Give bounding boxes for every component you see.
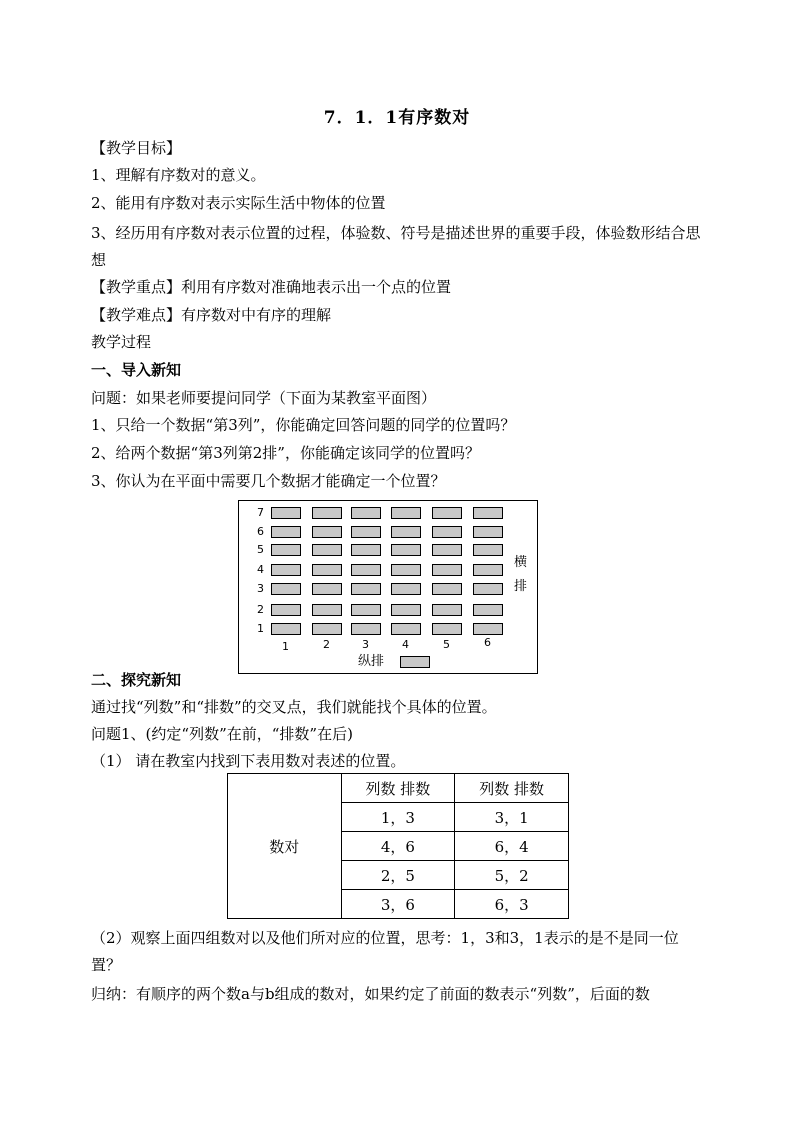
- column-label: 3: [362, 638, 369, 651]
- side-label-row: 排: [514, 579, 528, 594]
- desk: [271, 526, 301, 538]
- desk: [473, 526, 503, 538]
- desk: [271, 604, 301, 616]
- section1-item: 1、只给一个数据“第3列”，你能确定回答问题的同学的位置吗？: [91, 416, 516, 434]
- desk: [432, 544, 462, 556]
- section1-heading: 一、导入新知: [91, 361, 182, 379]
- section1-item: 2、给两个数据“第3列第2排”，你能确定该同学的位置吗？: [91, 444, 480, 462]
- table-row-header: 数对: [228, 774, 342, 919]
- column-label: 6: [484, 636, 491, 649]
- problem1: 问题1、(约定“列数”在前，“排数”在后): [91, 725, 353, 743]
- desk: [391, 583, 421, 595]
- desk: [312, 583, 342, 595]
- legend-desk: [400, 656, 430, 668]
- desk: [271, 564, 301, 576]
- objective-item: 2、能用有序数对表示实际生活中物体的位置: [91, 194, 386, 212]
- desk: [351, 507, 381, 519]
- desk: [312, 544, 342, 556]
- desk: [271, 623, 301, 635]
- difficulty-text: 有序数对中有序的理解: [181, 306, 332, 324]
- desk: [391, 623, 421, 635]
- table-col-header: 列数 排数: [455, 774, 569, 803]
- table-cell: 4，6: [341, 832, 455, 861]
- desk: [351, 623, 381, 635]
- desk: [271, 544, 301, 556]
- row-label: 2: [257, 603, 264, 616]
- process-heading: 教学过程: [91, 333, 152, 351]
- desk: [312, 564, 342, 576]
- desk: [312, 623, 342, 635]
- problem1-sub1: （1） 请在教室内找到下表用数对表述的位置。: [91, 752, 406, 770]
- desk: [351, 564, 381, 576]
- objective-item: 3、经历用有序数对表示位置的过程，体验数、符号是描述世界的重要手段，体验数形结合思想: [91, 224, 701, 269]
- desk: [312, 526, 342, 538]
- column-label: 5: [443, 638, 450, 651]
- desk: [271, 583, 301, 595]
- row-label: 7: [257, 506, 264, 519]
- desk: [473, 623, 503, 635]
- section2-heading: 二、探究新知: [91, 671, 182, 689]
- column-label: 1: [282, 640, 289, 653]
- desk: [391, 507, 421, 519]
- desk: [432, 583, 462, 595]
- key-point-text: 利用有序数对准确地表示出一个点的位置: [181, 278, 452, 296]
- table-cell: 2，5: [341, 861, 455, 890]
- section2-intro: 通过找“列数”和“排数”的交叉点，我们就能找个具体的位置。: [91, 698, 497, 716]
- desk: [432, 623, 462, 635]
- table-cell: 1，3: [341, 803, 455, 832]
- table-cell: 5，2: [455, 861, 569, 890]
- section1-question: 问题：如果老师要提问同学（下面为某教室平面图）: [91, 389, 437, 407]
- desk: [351, 604, 381, 616]
- difficulty: [91, 305, 331, 325]
- desk: [473, 604, 503, 616]
- legend-label: 纵排: [358, 654, 385, 669]
- table-col-header: 列数 排数: [341, 774, 455, 803]
- desk: [312, 507, 342, 519]
- row-label: 4: [257, 563, 264, 576]
- column-label: 4: [402, 638, 409, 651]
- desk: [473, 583, 503, 595]
- problem1-sub2: （2）观察上面四组数对以及他们所对应的位置，思考：1，3和3，1表示的是不是同一位置？: [91, 929, 679, 974]
- page-title: 7．1．1有序数对: [323, 108, 471, 128]
- key-point-label: 【教学重点】: [91, 278, 182, 296]
- table-cell: 3，1: [455, 803, 569, 832]
- key-point: [91, 277, 451, 297]
- row-label: 6: [257, 525, 264, 538]
- objectives-heading: 【教学目标】: [91, 139, 182, 157]
- desk: [473, 544, 503, 556]
- desk: [432, 604, 462, 616]
- table-row: [228, 774, 569, 803]
- section1-item: 3、你认为在平面中需要几个数据才能确定一个位置？: [91, 472, 446, 490]
- row-label: 5: [257, 543, 264, 556]
- desk: [271, 507, 301, 519]
- objective-item: 1、理解有序数对的意义。: [91, 166, 266, 184]
- desk: [351, 526, 381, 538]
- desk: [391, 526, 421, 538]
- desk: [351, 583, 381, 595]
- table-cell: 3，6: [341, 890, 455, 919]
- desk: [391, 604, 421, 616]
- side-label-horizontal: 横: [514, 555, 528, 570]
- desk: [432, 526, 462, 538]
- summary: 归纳：有顺序的两个数a与b组成的数对，如果约定了前面的数表示“列数”，后面的数: [91, 985, 650, 1003]
- desk: [473, 507, 503, 519]
- classroom-diagram: [238, 500, 538, 674]
- desk: [432, 507, 462, 519]
- desk: [312, 604, 342, 616]
- desk: [351, 544, 381, 556]
- row-label: 1: [257, 622, 264, 635]
- difficulty-label: 【教学难点】: [91, 306, 182, 324]
- table-cell: 6，3: [455, 890, 569, 919]
- desk: [391, 544, 421, 556]
- pairs-table: [227, 773, 569, 919]
- desk: [391, 564, 421, 576]
- row-label: 3: [257, 582, 264, 595]
- desk: [432, 564, 462, 576]
- column-label: 2: [323, 638, 330, 651]
- table-cell: 6，4: [455, 832, 569, 861]
- desk: [473, 564, 503, 576]
